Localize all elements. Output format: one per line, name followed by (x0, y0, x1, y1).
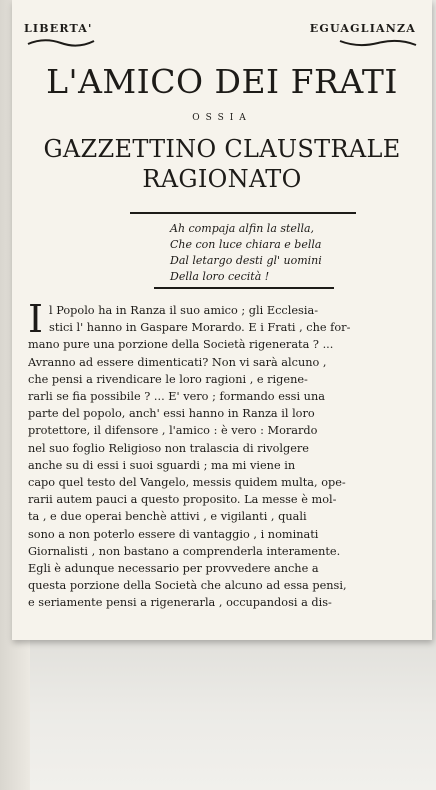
epigraph (170, 221, 410, 285)
epigraph-line: Che con luce chiara e bella (170, 238, 322, 251)
article-line: Avranno ad essere dimenticati? Non vi sarà alcuno , (28, 355, 327, 369)
article-line: anche su di essi i suoi sguardi ; ma mi viene in (28, 458, 296, 472)
epigraph-line: Della loro cecità ! (170, 270, 270, 283)
subtitle-line: RAGIONATO (142, 165, 302, 193)
article-line: ta , e due operai benchè attivi , e vigilanti , quali (28, 510, 307, 524)
article-line: questa porzione della Società che alcuno ad essa pensi, (28, 579, 347, 593)
article-line: sono a non poterlo essere di vantaggio , i nominati (28, 527, 319, 541)
article-line: capo quel testo del Vangelo, messis quidem multa, ope- (28, 476, 346, 490)
article-line: e seriamente pensi a rigenerarla , occupandosi a dis- (28, 596, 332, 610)
drop-cap: I (28, 297, 44, 341)
epigraph-line: Ah compaja alfin la stella, (170, 222, 315, 235)
article-line: nel suo foglio Religioso non tralascia di rivolgere (28, 441, 309, 455)
article-line: che pensi a rivendicare le loro ragioni , e rigene- (28, 372, 308, 386)
motto-liberta: LIBERTA' (24, 22, 93, 35)
epigraph-line: Dal letargo desti gl' uomini (170, 254, 322, 267)
epigraph-bottom-rule (154, 287, 334, 289)
flourish-right-ornament (338, 38, 418, 48)
page-subtitle (12, 134, 432, 194)
article-line: protettore, il difensore , l'amico : è vero : Morardo (28, 424, 318, 438)
page-title: L'AMICO DEI FRATI (46, 62, 398, 101)
newspaper-page (12, 0, 432, 640)
subtitle-line: GAZZETTINO CLAUSTRALE (43, 135, 401, 163)
article-line: parte del popolo, anch' essi hanno in Ranza il loro (28, 407, 315, 421)
article-line: l Popolo ha in Ranza il suo amico ; gli Ecclesia- (49, 304, 319, 317)
article-line: Giornalisti , non bastano a comprenderla interamente. (28, 544, 341, 558)
article-body (28, 297, 404, 612)
epigraph-top-rule (130, 212, 356, 214)
article-line: mano pure una porzione della Società rigenerata ? ... (28, 338, 334, 352)
article-line: stici l' hanno in Gaspare Morardo. E i Frati , che for- (49, 321, 351, 335)
article-line: Egli è adunque necessario per provvedere anche a (28, 562, 319, 576)
flourish-left-ornament (26, 38, 96, 48)
motto-eguaglianza: EGUAGLIANZA (309, 22, 416, 35)
article-line: rarli se fia possibile ? ... E' vero ; formando essi una (28, 390, 325, 404)
article-line: rarii autem pauci a questo proposito. La messe è mol- (28, 493, 337, 507)
ossia-label: OSSIA (192, 113, 252, 123)
